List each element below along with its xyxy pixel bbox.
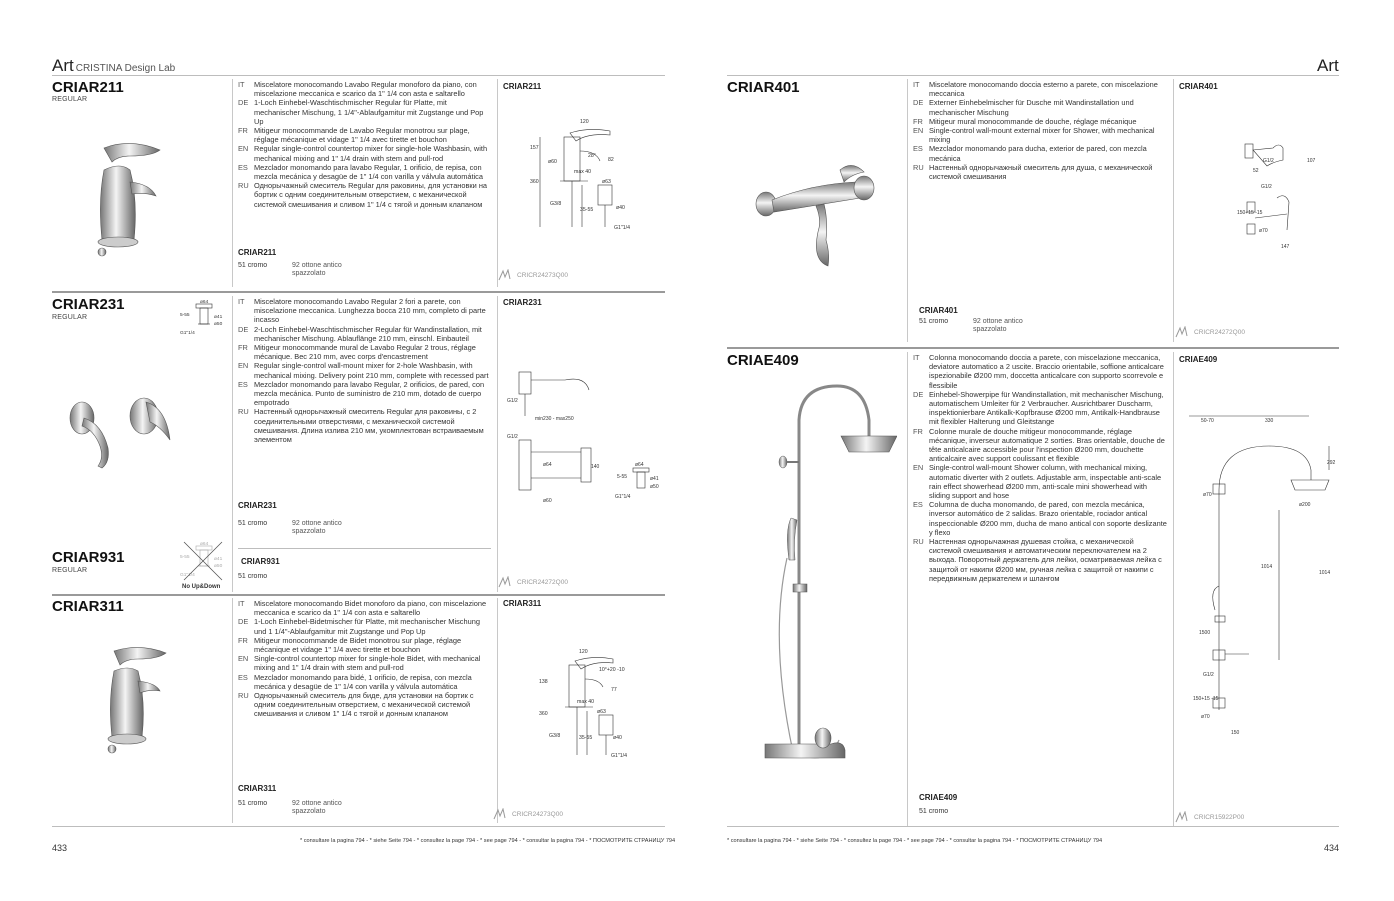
finish-chrome: 51 cromo — [238, 520, 268, 527]
dim-label: 77 — [611, 687, 617, 693]
dim-label: G1"1/4 — [611, 753, 627, 759]
column-divider — [1173, 352, 1174, 826]
description-text: Настенный однорычажный смеситель Regular для раковины, с 2 соединительными отверстиями, с механической системой смешивания. Длина излива 210 мм, укомплектован встраиваемым элементом — [254, 407, 484, 445]
dim-label: 82 — [608, 157, 614, 163]
description-en — [238, 654, 491, 672]
dim-label: ø70 — [1203, 492, 1212, 498]
product-subtitle: REGULAR — [52, 96, 88, 103]
description-text: Настенный однорычажный смеситель для душа, с механической системой смешивания — [929, 162, 1153, 182]
language-code: FR — [238, 635, 248, 645]
description-es — [913, 144, 1167, 162]
finish-antique-brass: 92 ottone antico spazzolato — [292, 520, 342, 535]
dim-label: ø64 — [200, 542, 209, 547]
drain-drawing-crossed — [178, 540, 228, 584]
dim-label: 120 — [580, 119, 589, 125]
description-de — [238, 325, 491, 343]
language-code: EN — [913, 126, 924, 136]
technical-drawing — [1237, 136, 1327, 256]
column-divider — [497, 598, 498, 823]
reference-code-text: CRICR24273Q00 — [512, 810, 563, 818]
dim-label: ø60 — [548, 159, 557, 165]
finish-row — [238, 573, 292, 580]
no-up-down-label: No Up&Down — [182, 584, 221, 590]
description-list — [913, 80, 1167, 181]
product-code: CRIAR401 — [727, 79, 800, 96]
drawing-logo-icon — [493, 808, 509, 820]
finish-chrome: 51 cromo — [238, 262, 268, 269]
dim-label: 5-55 — [180, 313, 190, 318]
technical-drawing — [505, 368, 665, 508]
dim-label: ø64 — [200, 300, 209, 305]
language-code: RU — [238, 407, 249, 417]
column-divider — [907, 352, 908, 826]
description-en — [238, 144, 491, 162]
description-text: Miscelatore monocomando Bidet monoforo da piano, con miscelazione meccanica e scarico da 1" 1/4 con asta e saltarello — [254, 599, 487, 618]
finish-chrome: 51 cromo — [238, 800, 268, 807]
finish-row — [238, 800, 362, 816]
reference-code-text: CRICR24272Q00 — [517, 578, 568, 586]
reference-code-text: CRICR24272Q00 — [1194, 328, 1245, 336]
drawing-code: CRIAR401 — [1179, 82, 1218, 91]
dim-label: G1/2 — [1203, 672, 1214, 678]
dim-label: 5-55 — [617, 474, 628, 480]
dim-label: 35-55 — [580, 207, 594, 213]
dim-label: ø41 — [650, 476, 659, 482]
description-it — [913, 80, 1167, 98]
description-text: Mezclador monomando para bidé, 1 orificio, de repisa, con mezcla mecánica y desagüe de 1" 1/4 con varilla y válvula automática — [254, 672, 472, 691]
language-code: RU — [238, 181, 249, 191]
description-list — [238, 599, 491, 719]
description-text: 1-Loch Einhebel-Waschtischmischer Regular für Platte, mit mechanischer Mischung, 1 1/4"-Ablaufgamitur mit Zugstange und Pop Up — [254, 98, 484, 126]
description-text: Colonne murale de douche mitigeur monocommande, réglage mécanique, inverseur automatique 2 sorties. Bras orientable, douche de tête anticalcaire accessible pour l'inspection Ø200 mm, douchette anticalcaire avec support coulissant et flexible — [929, 426, 1165, 464]
language-code: ES — [238, 672, 248, 682]
description-en — [913, 463, 1167, 500]
page-header — [52, 56, 175, 76]
language-code: DE — [913, 98, 924, 108]
product-code: CRIAR231 — [52, 296, 125, 313]
dim-label: 1014 — [1261, 564, 1273, 570]
dim-label: G1"1/4 — [180, 573, 195, 578]
reference-code — [493, 808, 563, 820]
description-ru — [913, 163, 1167, 181]
finish-code: CRIAR311 — [238, 784, 277, 793]
dim-label: ø70 — [1259, 228, 1268, 234]
dim-label: ø40 — [616, 205, 625, 211]
description-it — [238, 80, 491, 98]
dim-label: ø200 — [1299, 502, 1311, 508]
description-list — [238, 297, 491, 444]
dim-label: min230 - max250 — [535, 416, 574, 422]
dim-label: G1/2 — [507, 398, 518, 404]
description-text: Однорычажный смеситель для биде, для установки на бортик с одним соединительным отверстием, с механической системой смешивания и сливом 1" 1/4 с тягой и донным клапаном — [254, 691, 474, 719]
description-de — [238, 617, 491, 635]
footer-rule — [52, 826, 665, 827]
footnote: * consultare la pagina 794 - * siehe Seite 794 - * consultez la page 794 - * see page 794 - * consultar la pagina 794 - * ПОСМОТРИТЕ СТРАНИЦУ 794 — [727, 838, 1103, 844]
description-text: Externer Einhebelmischer für Dusche mit Wandinstallation und mechanischer Mischung — [929, 98, 1134, 117]
drawing-logo-icon — [1175, 326, 1191, 338]
finish-row — [238, 262, 362, 278]
language-code: IT — [913, 353, 920, 362]
finish-code: CRIAR211 — [238, 248, 277, 257]
description-text: Mezclador monomando para lavabo Regular, 1 orificio, de repisa, con mezcla mecánica y desagüe de 1" 1/4 con varilla y válvula automática — [254, 162, 483, 182]
description-ru — [913, 537, 1167, 583]
dim-label: 107 — [1307, 158, 1316, 164]
dim-label: 147 — [1281, 244, 1290, 250]
finish-antique-brass: 92 ottone antico spazzolato — [292, 800, 342, 815]
dim-label: ø60 — [543, 498, 552, 504]
description-text: Однорычажный смеситель Regular для раковины, для установки на бортик с одним соединительным отверстием, с механической системой смешивания и сливом 1" 1/4 с тягой и донным клапаном — [254, 181, 488, 209]
language-code: FR — [238, 126, 248, 136]
column-divider — [497, 79, 498, 287]
drawing-code: CRIAR311 — [503, 599, 542, 608]
brand-title: Art — [52, 56, 74, 75]
dim-label: 52 — [1253, 168, 1259, 174]
dim-label: 150+15 -15 — [1237, 210, 1263, 216]
brand-title: Art — [1317, 56, 1339, 75]
description-text: Regular single-control countertop mixer for single-hole Washbasin, with mechanical mixing and 1" 1/4 drain with stem and pull-rod — [254, 144, 488, 163]
section-rule — [727, 347, 1339, 349]
footer-rule — [727, 826, 1339, 827]
language-code: IT — [238, 297, 245, 306]
description-text: Mitigeur mural monocommande de douche, réglage mécanique — [929, 116, 1137, 126]
description-fr — [238, 636, 491, 654]
drawing-logo-icon — [1175, 811, 1191, 823]
dim-label: G1/2 — [1263, 158, 1274, 164]
description-text: Настенная однорычажная душевая стойка, с механической системой смешивания и автоматическим переключателем на 2 выхода. Поворотный держатель для лейки, осматриваемая лейка с защитой от накипи Ø200 мм, ручная лейка с защитой от накипи с передвижным держателем и шлангом — [929, 537, 1162, 583]
technical-drawing — [535, 645, 645, 770]
language-code: EN — [238, 361, 249, 371]
description-it — [238, 297, 491, 325]
right-page — [697, 0, 1394, 901]
description-text: Miscelatore monocomando Lavabo Regular monoforo da piano, con miscelazione meccanica e scarico da 1" 1/4 con asta e saltarello — [254, 80, 477, 99]
design-lab-label: CRISTINA Design Lab — [75, 63, 176, 74]
language-code: EN — [238, 144, 249, 154]
column-divider — [232, 79, 233, 287]
description-de — [913, 98, 1167, 116]
description-text: Einhebel-Showerpipe für Wandinstallation, mit mechanischer Mischung, automatischem Umleiter für 2 Verbraucher. Ausrichtbarer Duscharm, inspektionierbare Antikalk-Kopfbrause Ø200 mm, Antikalk-Handbrause mit flexibler Halterung und Gleitstange — [929, 389, 1164, 427]
dim-label: ø63 — [602, 179, 611, 185]
dim-label: 1014 — [1319, 570, 1331, 576]
language-code: IT — [913, 80, 920, 89]
dim-label: 292 — [1327, 460, 1336, 466]
dim-label: G1"1/4 — [614, 225, 630, 231]
finish-code: CRIAE409 — [919, 793, 958, 802]
finish-row — [919, 808, 973, 815]
dim-label: 28° — [588, 153, 596, 159]
dim-label: max 40 — [574, 169, 592, 175]
finish-row — [919, 318, 1043, 334]
description-text: Single-control countertop mixer for single-hole Bidet, with mechanical mixing and 1" 1/4 drain with stem and pull-rod — [254, 654, 481, 673]
finish-antique-brass: 92 ottone antico spazzolato — [973, 318, 1023, 333]
reference-code — [498, 576, 568, 588]
dim-label: 140 — [591, 464, 600, 470]
description-text: Miscelatore monocomando doccia esterno a parete, con miscelazione meccanica — [929, 80, 1158, 99]
dim-label: 157 — [530, 145, 539, 151]
product-code: CRIAR211 — [52, 79, 124, 96]
description-es — [238, 163, 491, 181]
language-code: FR — [238, 343, 248, 353]
product-code: CRIAR931 — [52, 549, 125, 566]
dim-label: 138 — [539, 679, 548, 685]
description-list — [913, 353, 1167, 583]
description-fr — [238, 343, 491, 361]
dim-label: 35-55 — [579, 735, 593, 741]
reference-code-text: CRICR24273Q00 — [517, 271, 568, 279]
description-es — [913, 500, 1167, 537]
technical-drawing — [530, 115, 640, 240]
page-number: 434 — [1324, 843, 1340, 853]
sub-rule — [238, 548, 491, 549]
drawing-code: CRIAR231 — [503, 298, 542, 307]
description-text: Mitigeur monocommande de Lavabo Regular monotrou sur plage, réglage mécanique et vidage 1" 1/4 avec tirette et bouchon — [254, 126, 470, 145]
description-ru — [238, 407, 491, 444]
language-code: RU — [913, 537, 924, 547]
column-divider — [232, 296, 233, 592]
description-text: Colonna monocomando doccia a parete, con miscelazione meccanica, deviatore automatico a 2 uscite. Braccio orientabile, soffione anticalcare ispezionabile Ø200 mm, doccetta anticalcare con supporto scorrevole e flessibile — [929, 353, 1164, 390]
description-text: Columna de ducha monomando, de pared, con mezcla mecánica, inversor automático de 2 salidas. Brazo orientable, rociador antical inspeccionable Ø200 mm, ducha de mano antical con soporte deslizante y flexo — [929, 500, 1167, 537]
dim-label: 360 — [530, 179, 539, 185]
drawing-code: CRIAE409 — [1179, 355, 1218, 364]
dim-label: 5-55 — [180, 555, 190, 560]
dim-label: ø70 — [1201, 714, 1210, 720]
finish-antique-brass: 92 ottone antico spazzolato — [292, 262, 342, 277]
description-en — [913, 126, 1167, 144]
language-code: DE — [238, 324, 249, 334]
dim-label: ø41 — [214, 315, 223, 320]
dim-label: G1"1/4 — [615, 494, 631, 500]
drawing-logo-icon — [498, 576, 514, 588]
language-code: ES — [238, 379, 248, 389]
header-rule — [727, 75, 1339, 76]
bidet-faucet-photo — [100, 645, 180, 760]
language-code: EN — [238, 654, 249, 664]
faucet-photo — [90, 140, 170, 265]
dim-label: G1"1/4 — [180, 331, 195, 336]
column-divider — [907, 79, 908, 342]
description-en — [238, 361, 491, 379]
description-it — [913, 353, 1167, 390]
reference-code — [1175, 326, 1245, 338]
dim-label: ø50 — [214, 322, 223, 327]
description-text: 1-Loch Einhebel-Bidetmischer für Platte, mit mechanischer Mischung und 1 1/4"-Ablaufgamitur mit Zugstange und Pop Up — [254, 617, 480, 636]
dim-label: max 40 — [577, 699, 595, 705]
finish-code: CRIAR401 — [919, 306, 958, 315]
language-code: RU — [238, 691, 249, 701]
shower-mixer-photo — [752, 160, 877, 270]
product-code: CRIAE409 — [727, 352, 799, 369]
description-text: Regular single-control wall-mount mixer for 2-hole Washbasin, with mechanical mixing. Delivery point 210 mm, complete with recessed part — [254, 361, 489, 380]
dim-label: ø64 — [635, 462, 644, 468]
product-subtitle: REGULAR — [52, 567, 88, 574]
description-fr — [238, 126, 491, 144]
finish-chrome: 51 cromo — [238, 573, 268, 580]
page-number: 433 — [52, 843, 68, 853]
product-subtitle: REGULAR — [52, 314, 88, 321]
drawing-logo-icon — [498, 269, 514, 281]
language-code: FR — [913, 426, 923, 436]
dim-label: 150+15 -15 — [1193, 696, 1219, 702]
dim-label: G1/2 — [1261, 184, 1272, 190]
language-code: IT — [238, 599, 245, 608]
dim-label: 120 — [579, 649, 588, 655]
shower-column-photo — [757, 380, 897, 785]
dim-label: G3/8 — [549, 733, 561, 739]
description-es — [238, 673, 491, 691]
finish-chrome: 51 cromo — [919, 318, 949, 325]
description-it — [238, 599, 491, 617]
dim-label: G3/8 — [550, 201, 562, 207]
language-code: ES — [913, 144, 923, 154]
language-code: RU — [913, 162, 924, 172]
description-de — [238, 98, 491, 126]
language-code: IT — [238, 80, 245, 89]
column-divider — [232, 598, 233, 823]
description-fr — [913, 117, 1167, 126]
finish-code: CRIAR231 — [238, 501, 277, 510]
description-ru — [238, 181, 491, 209]
description-text: Mitigeur monocommande mural de Lavabo Regular 2 trous, réglage mécanique. Bec 210 mm, avec corps d'encastrement — [254, 343, 476, 362]
description-es — [238, 380, 491, 408]
description-ru — [238, 691, 491, 719]
reference-code — [1175, 811, 1244, 823]
dim-label: ø50 — [214, 564, 223, 569]
description-text: Single-control wall-mount external mixer for Shower, with mechanical mixing — [929, 126, 1155, 145]
dim-label: 10°+20 -10 — [599, 667, 625, 673]
dim-label: 150 — [1231, 730, 1240, 736]
description-text: Miscelatore monocomando Lavabo Regular 2 fori a parete, con miscelazione meccanica. Lunghezza bocca 210 mm, completo di parte incasso — [254, 297, 486, 325]
language-code: ES — [238, 162, 248, 172]
reference-code — [498, 269, 568, 281]
description-list — [238, 80, 491, 209]
section-rule — [52, 594, 665, 596]
drawing-code: CRIAR211 — [503, 82, 542, 91]
drain-drawing — [178, 298, 228, 338]
dim-label: 50-70 — [1201, 418, 1214, 424]
product-code: CRIAR311 — [52, 598, 124, 615]
dim-label: ø41 — [214, 557, 223, 562]
technical-drawing — [1179, 410, 1339, 740]
dim-label: ø50 — [650, 484, 659, 490]
footnote: * consultare la pagina 794 - * siehe Seite 794 - * consultez la page 794 - * see page 794 - * consultar la pagina 794 - * ПОСМОТРИТЕ СТРАНИЦУ 794 — [300, 838, 676, 844]
header-rule — [52, 75, 665, 76]
dim-label: 1500 — [1199, 630, 1211, 636]
language-code: EN — [913, 463, 924, 473]
description-fr — [913, 427, 1167, 464]
finish-row — [238, 520, 362, 536]
dim-label: ø40 — [613, 735, 622, 741]
dim-label: ø64 — [543, 462, 552, 468]
description-text: 2-Loch Einhebel-Waschtischmischer Regular für Wandinstallation, mit mechanischer Mischung. Ablauflänge 210 mm, einschl. Einbauteil — [254, 324, 482, 343]
section-rule — [52, 291, 665, 293]
column-divider — [497, 296, 498, 592]
column-divider — [1173, 79, 1174, 342]
description-text: Mitigeur monocommande de Bidet monotrou sur plage, réglage mécanique et vidage 1" 1/4 avec tirette et bouchon — [254, 635, 462, 655]
description-text: Mezclador monomando para ducha, exterior de pared, con mezcla mecánica — [929, 144, 1147, 163]
language-code: FR — [913, 116, 923, 126]
language-code: DE — [913, 389, 924, 399]
dim-label: G1/2 — [507, 434, 518, 440]
description-text: Single-control wall-mount Shower column, with mechanical mixing, automatic diverter with 2 outlets. Adjustable arm, inspectable anti-scale rain effect showerhead Ø200 mm, anti-scale mini showerhead with sliding support and hose — [929, 463, 1162, 501]
dim-label: ø63 — [597, 709, 606, 715]
description-de — [913, 390, 1167, 427]
dim-label: 330 — [1265, 418, 1274, 424]
dim-label: 360 — [539, 711, 548, 717]
language-code: ES — [913, 500, 923, 510]
finish-code: CRIAR931 — [241, 557, 280, 566]
language-code: DE — [238, 617, 249, 627]
language-code: DE — [238, 98, 249, 108]
reference-code-text: CRICR15922P00 — [1194, 813, 1245, 821]
finish-chrome: 51 cromo — [919, 808, 949, 815]
description-text: Mezclador monomando para lavabo Regular, 2 orificios, de pared, con mezcla mecánica. Punto de suministro de 210 mm, dotado de cuerpo empotrado — [254, 379, 485, 408]
wall-faucet-photo — [62, 388, 182, 478]
